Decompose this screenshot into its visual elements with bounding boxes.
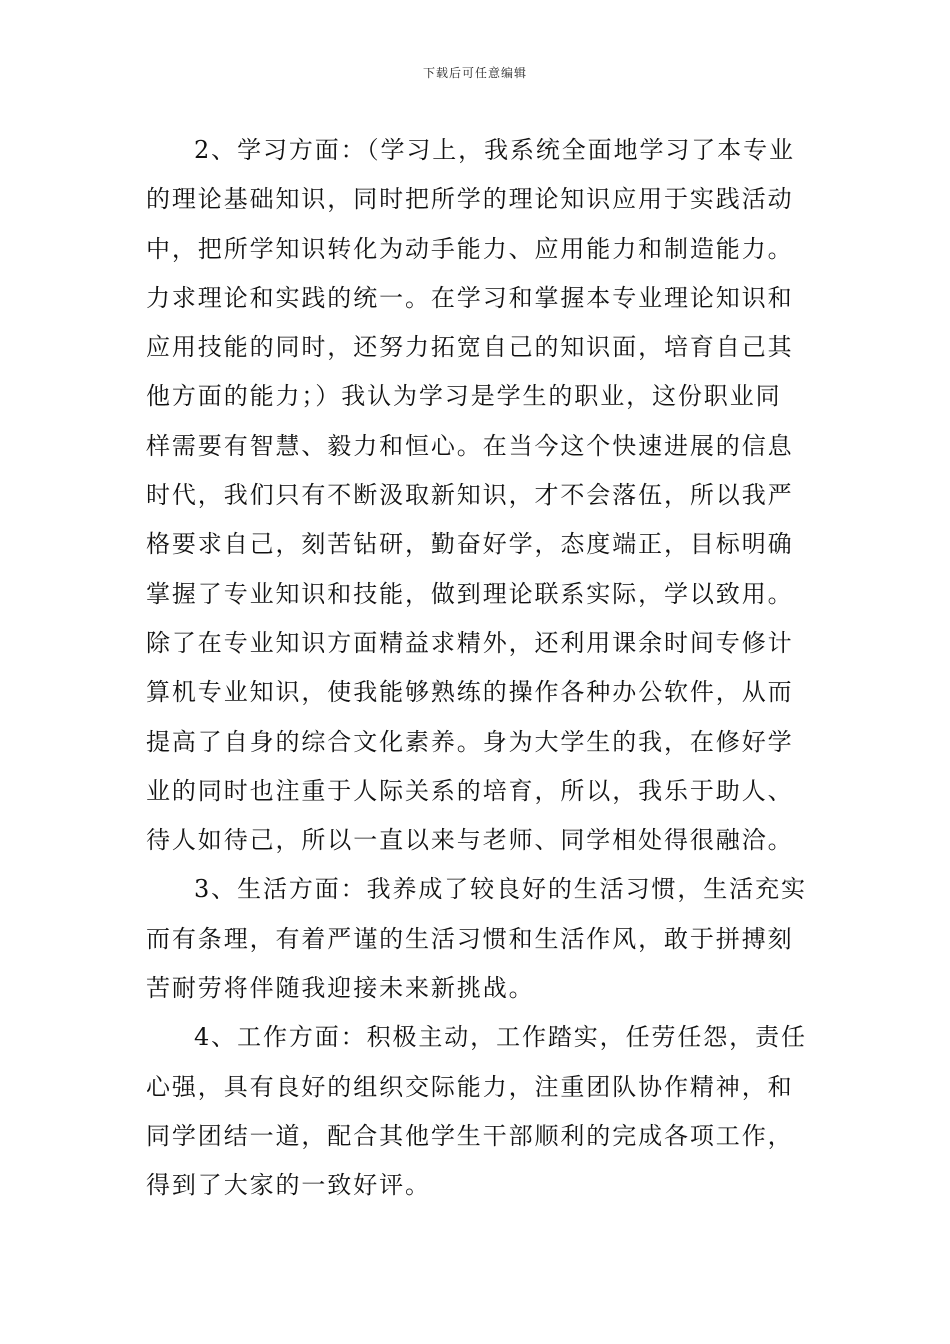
paragraph-study-line-10: 掌握了专业知识和技能，做到理论联系实际，学以致用。 xyxy=(146,579,794,608)
paragraph-life-line-2: 而有条理，有着严谨的生活习惯和生活作风，敢于拼搏刻 xyxy=(146,924,794,953)
paragraph-work-line-2: 心强，具有良好的组织交际能力，注重团队协作精神，和 xyxy=(146,1072,794,1101)
header-note: 下载后可任意编辑 xyxy=(422,66,527,80)
paragraph-study-line-4: 力求理论和实践的统一。在学习和掌握本专业理论知识和 xyxy=(146,283,794,312)
paragraph-study-line-8: 时代，我们只有不断汲取新知识，才不会落伍，所以我严 xyxy=(146,481,794,510)
document-body xyxy=(146,126,808,1211)
paragraph-study-line-3: 中，把所学知识转化为动手能力、应用能力和制造能力。 xyxy=(146,234,794,263)
paragraph-study-line-9: 格要求自己，刻苦钻研，勤奋好学，态度端正，目标明确 xyxy=(146,530,794,559)
paragraph-study-line-11: 除了在专业知识方面精益求精外，还利用课余时间专修计 xyxy=(146,628,794,657)
paragraph-work-line-3: 同学团结一道，配合其他学生干部顺利的完成各项工作， xyxy=(146,1121,794,1150)
paragraph-life-line-1: 3、生活方面：我养成了较良好的生活习惯，生活充实 xyxy=(194,875,807,904)
paragraph-study-line-14: 业的同时也注重于人际关系的培育，所以，我乐于助人、 xyxy=(146,776,794,805)
paragraph-study-line-7: 样需要有智慧、毅力和恒心。在当今这个快速进展的信息 xyxy=(146,431,794,460)
paragraph-study-line-1: 2、学习方面：（学习上，我系统全面地学习了本专业 xyxy=(194,136,795,164)
paragraph-study-line-5: 应用技能的同时，还努力拓宽自己的知识面，培育自己其 xyxy=(146,333,794,362)
paragraph-work-line-1: 4、工作方面：积极主动，工作踏实，任劳任怨，责任 xyxy=(194,1023,807,1052)
paragraph-study-line-15: 待人如待己，所以一直以来与老师、同学相处得很融洽。 xyxy=(146,826,794,855)
paragraph-life-line-3: 苦耐劳将伴随我迎接未来新挑战。 xyxy=(146,974,535,1003)
paragraph-study-line-13: 提高了自身的综合文化素养。身为大学生的我，在修好学 xyxy=(146,727,794,756)
paragraph-study-line-12: 算机专业知识，使我能够熟练的操作各种办公软件，从而 xyxy=(146,678,794,707)
paragraph-study-line-2: 的理论基础知识，同时把所学的理论知识应用于实践活动 xyxy=(146,185,794,214)
paragraph-study-line-6: 他方面的能力；）我认为学习是学生的职业，这份职业同 xyxy=(146,382,782,411)
paragraph-work-line-4: 得到了大家的一致好评。 xyxy=(146,1171,431,1200)
